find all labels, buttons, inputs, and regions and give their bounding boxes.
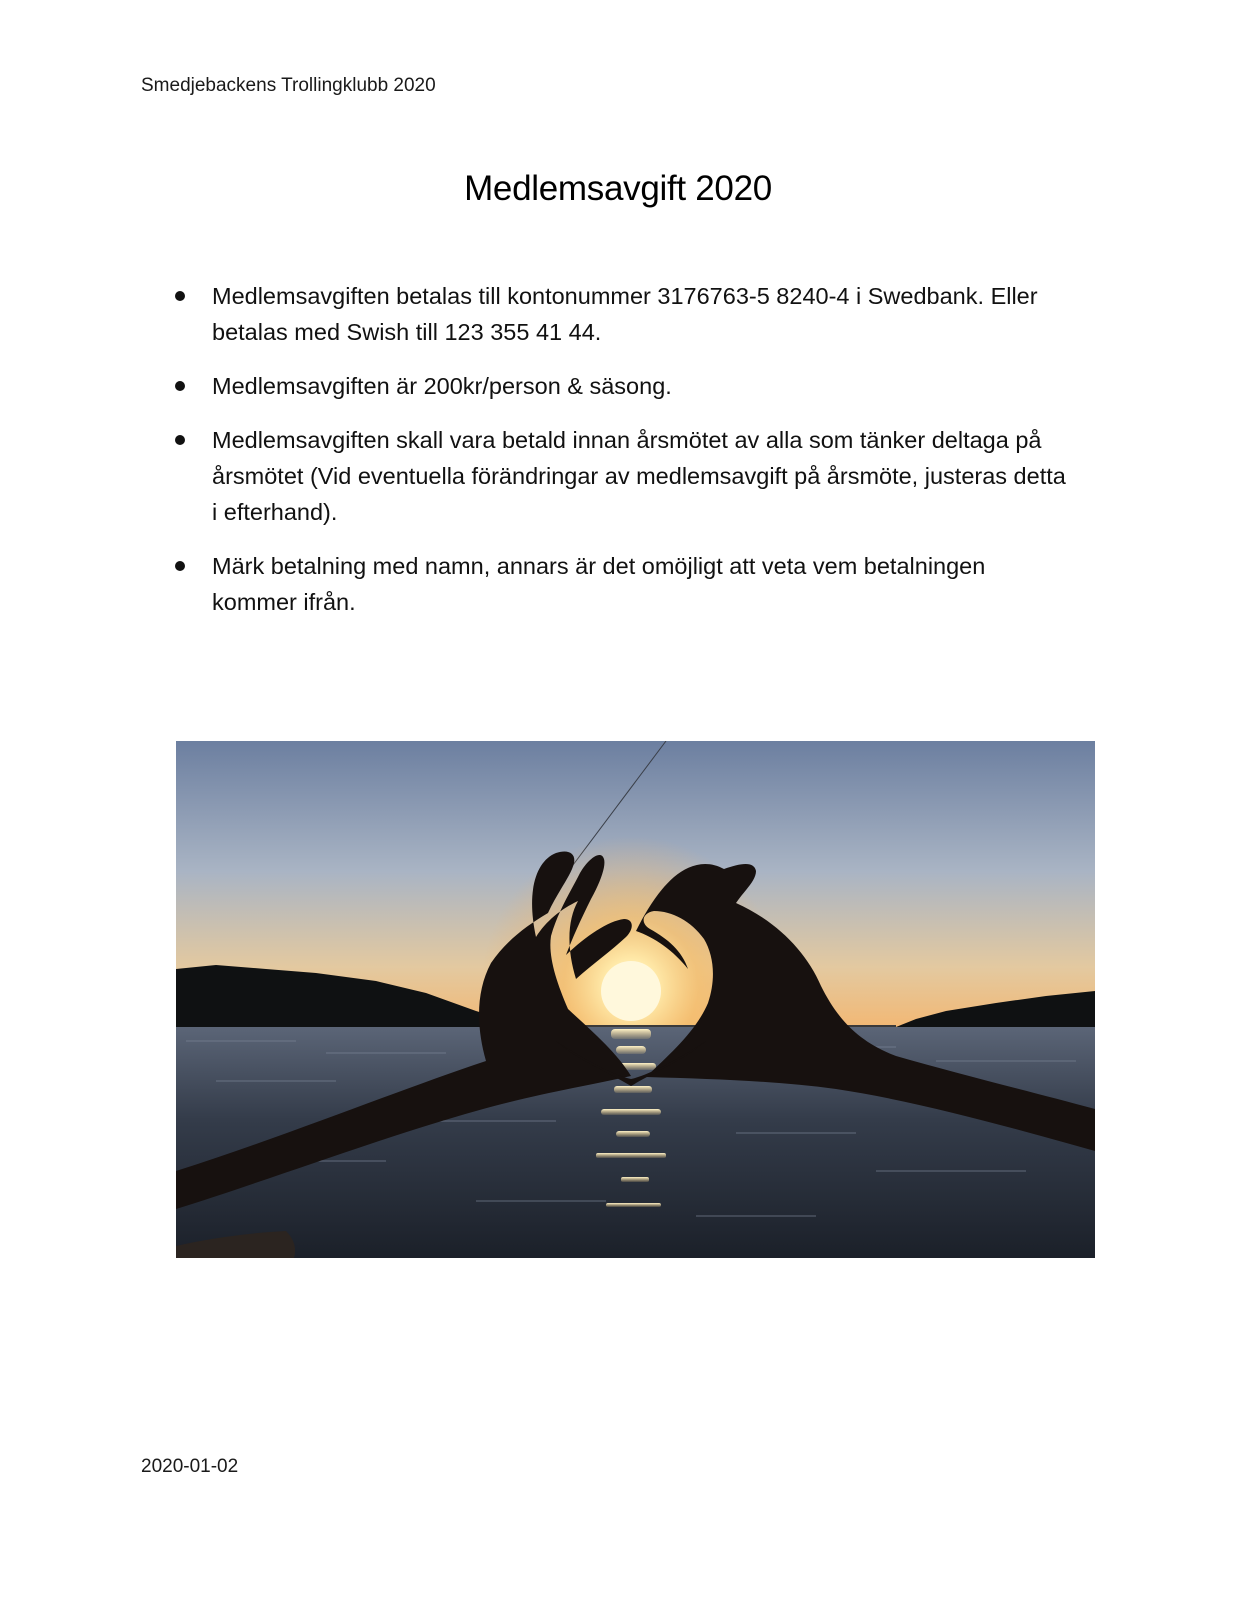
bullet-text: Medlemsavgiften betalas till kontonummer 3176763-5 8240-4 i Swedbank. Eller betalas med Swish till 123 355 41 44. <box>212 283 1038 345</box>
page-header: Smedjebackens Trollingklubb 2020 <box>141 75 436 96</box>
bullet-item-deadline <box>172 422 1072 530</box>
bullet-item-price <box>172 368 1072 404</box>
bullet-icon <box>175 381 185 391</box>
sun <box>601 961 661 1021</box>
bullet-icon <box>175 561 185 571</box>
bullet-item-account <box>172 278 1072 350</box>
bullet-text: Medlemsavgiften skall vara betald innan årsmötet av alla som tänker deltaga på årsmötet (Vid eventuella förändringar av medlemsavgift på årsmöte, justeras detta i efterhand). <box>212 427 1066 525</box>
bullet-icon <box>175 435 185 445</box>
bullet-text: Märk betalning med namn, annars är det omöjligt att veta vem betalningen kommer ifrån. <box>212 553 986 615</box>
page-title: Medlemsavgift 2020 <box>464 169 772 208</box>
bullet-text: Medlemsavgiften är 200kr/person & säsong. <box>212 373 672 399</box>
page-footer-date: 2020-01-02 <box>141 1456 239 1477</box>
bullet-list <box>172 278 1072 638</box>
bullet-item-mark-payment <box>172 548 1072 620</box>
bullet-icon <box>175 291 185 301</box>
sunset-heart-hands-photo <box>176 741 1095 1258</box>
